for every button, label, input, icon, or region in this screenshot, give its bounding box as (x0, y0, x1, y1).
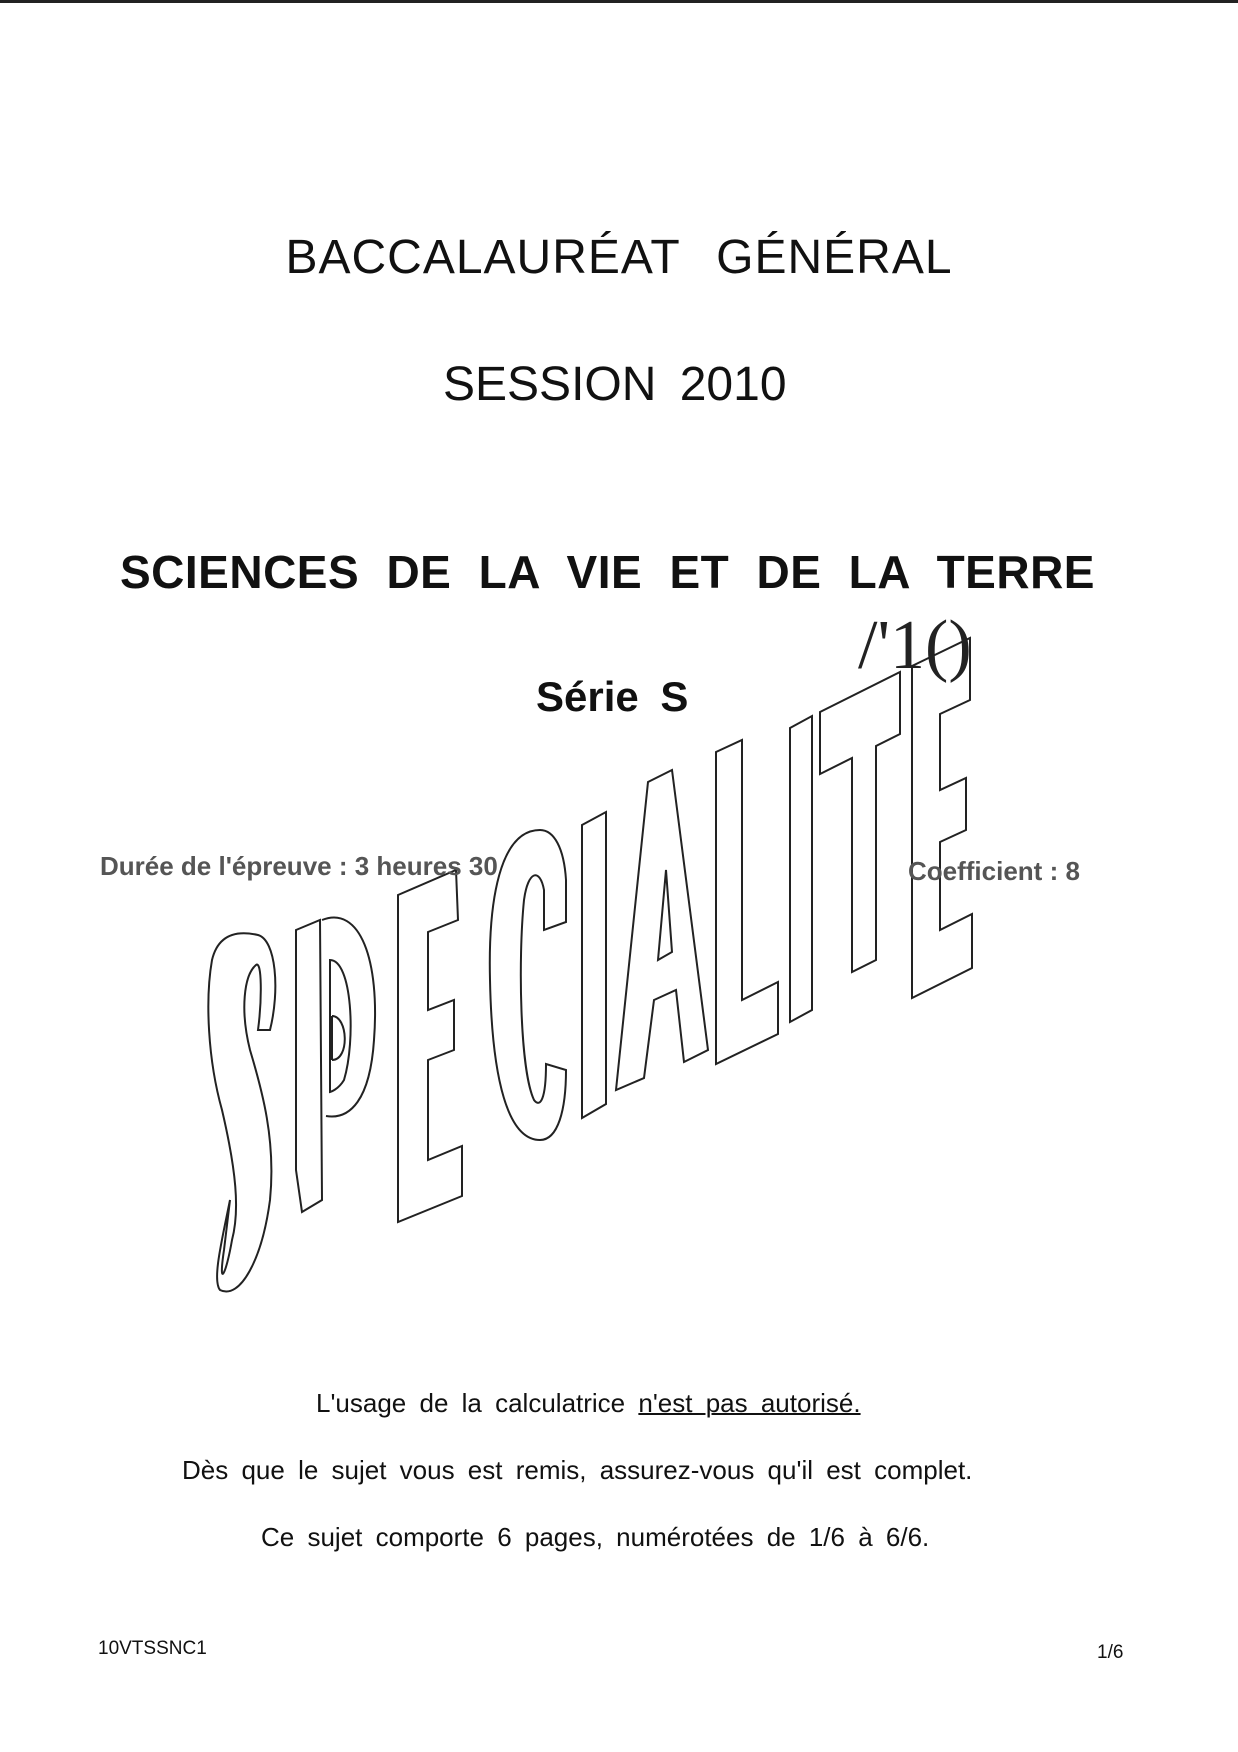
stamp-letter-i2 (790, 716, 812, 1022)
serie-label: Série S (536, 673, 689, 720)
stamp-letter-t (820, 672, 900, 972)
stamp-letter-l (716, 740, 778, 1064)
calculator-notice-text: L'usage de la calculatrice (316, 1388, 639, 1418)
completeness-notice: Dès que le sujet vous est remis, assurez-vous qu'il est complet. (182, 1455, 973, 1485)
handwritten-mark: /'1() (858, 607, 972, 684)
exam-duration: Durée de l'épreuve : 3 heures 30 (100, 851, 498, 881)
subject-title: SCIENCES DE LA VIE ET DE LA TERRE (120, 546, 1095, 598)
exam-coefficient: Coefficient : 8 (908, 856, 1080, 886)
stamp-letter-a (616, 770, 708, 1090)
session-year: SESSION 2010 (443, 358, 787, 411)
stamp-letter-p (296, 918, 375, 1212)
stamp-letter-e (398, 870, 462, 1222)
stamp-letter-c (490, 830, 566, 1140)
calculator-notice (316, 1388, 861, 1419)
calculator-notice-emphasis: n'est pas autorisé. (638, 1388, 861, 1418)
stamp-letter-e2 (912, 638, 972, 998)
stamp-inner-d (332, 1016, 345, 1060)
stamp-letter-s (208, 933, 275, 1291)
page-count-notice: Ce sujet comporte 6 pages, numérotées de 1/6 à 6/6. (261, 1522, 930, 1552)
subject-code: 10VTSSNC1 (98, 1638, 207, 1659)
page-number: 1/6 (1097, 1642, 1124, 1663)
stamp-letter-i (582, 812, 606, 1118)
exam-title: BACCALAURÉAT GÉNÉRAL (285, 231, 953, 284)
